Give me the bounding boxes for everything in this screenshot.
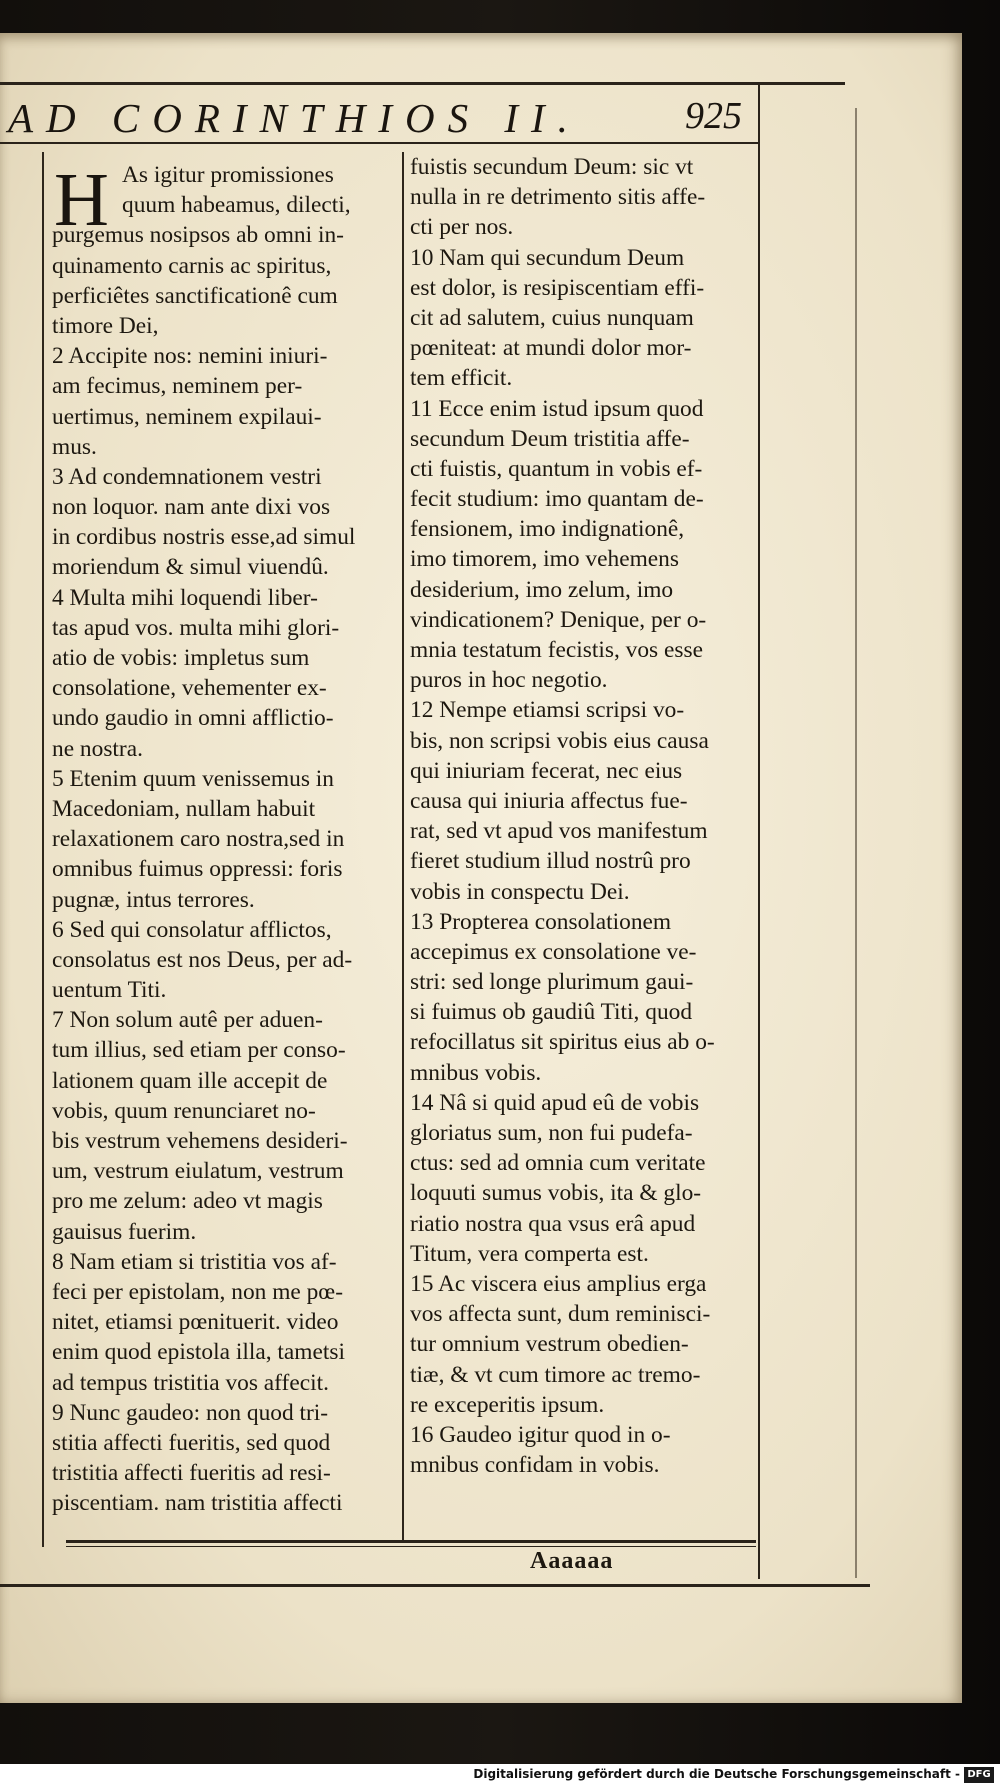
text-line: tiæ, & vt cum timore ac tremo- (410, 1361, 701, 1388)
column-divider (402, 152, 404, 1542)
text-line: rat, sed vt apud vos manifestum (410, 818, 708, 845)
catchword: Aaaaaa (530, 1548, 614, 1574)
drop-cap: H (54, 158, 109, 242)
text-line: re exceperitis ipsum. (410, 1391, 605, 1418)
text-line: consolatus est nos Deus, per ad- (52, 946, 353, 973)
text-line: enim quod epistola illa, tametsi (52, 1339, 345, 1366)
text-line: 3 Ad condemnationem vestri (52, 463, 322, 490)
text-line: puros in hoc negotio. (410, 667, 608, 694)
text-line: tem efficit. (410, 365, 513, 392)
text-line: consolatione, vehementer ex- (52, 675, 327, 702)
text-line: mus. (52, 433, 97, 460)
frame-rule-right (758, 82, 760, 1579)
text-line: cit ad salutem, cuius nunquam (410, 304, 694, 331)
header-rule-top (0, 82, 845, 85)
text-line: riatio nostra qua vsus erâ apud (410, 1210, 696, 1237)
text-line: undo gaudio in omni afflictio- (52, 705, 334, 732)
text-line: ctus: sed ad omnia cum veritate (410, 1150, 706, 1177)
text-line: non loquor. nam ante dixi vos (52, 494, 331, 521)
text-line: loquuti sumus vobis, ita & glo- (410, 1180, 702, 1207)
text-line: fieret studium illud nostrû pro (410, 848, 691, 875)
text-line: 7 Non solum autê per aduen- (52, 1007, 323, 1034)
text-line: mnibus vobis. (410, 1059, 542, 1086)
text-line: vobis, quum renunciaret no- (52, 1097, 316, 1124)
text-line: vobis in conspectu Dei. (410, 878, 630, 905)
text-line: am fecimus, neminem per- (52, 373, 303, 400)
frame-rule-outer (855, 108, 857, 1578)
bottom-rule (66, 1540, 756, 1543)
text-line: vos affecta sunt, dum reminisci- (410, 1301, 711, 1328)
footer-credit: Digitalisierung gefördert durch die Deutsche Forschungsgemeinschaft - (473, 1767, 960, 1781)
bottom-rule-thin (66, 1546, 756, 1547)
base-rule (0, 1584, 870, 1587)
text-line: 13 Propterea consolationem (410, 908, 672, 935)
text-line: atio de vobis: impletus sum (52, 645, 310, 671)
text-line: nitet, etiamsi pœnituerit. video (52, 1309, 339, 1336)
text-line: pro me zelum: adeo vt magis (52, 1188, 323, 1215)
text-line: 4 Multa mihi loquendi liber- (52, 584, 318, 611)
text-line: pugnæ, intus terrores. (52, 886, 255, 913)
text-line: 8 Nam etiam si tristitia vos af- (52, 1248, 337, 1275)
text-line: ne nostra. (52, 735, 143, 762)
text-line: relaxationem caro nostra,sed in (52, 826, 345, 853)
text-line: 6 Sed qui consolatur afflictos, (52, 916, 332, 943)
text-line: piscentiam. nam tristitia affecti (52, 1490, 343, 1517)
text-line: est dolor, is resipiscentiam effi- (410, 274, 705, 301)
text-line: si fuimus ob gaudiû Titi, quod (410, 999, 693, 1026)
page-number: 925 (685, 95, 742, 137)
text-line: tur omnium vestrum obedien- (410, 1331, 689, 1358)
text-line: bis vestrum vehemens desideri- (52, 1128, 348, 1154)
text-line: desiderium, imo zelum, imo (410, 576, 674, 603)
text-line: gloriatus sum, non fui pudefa- (410, 1120, 693, 1146)
text-line: cti per nos. (410, 214, 514, 241)
text-line: stitia affecti fueritis, sed quod (52, 1429, 331, 1456)
right-text-column (410, 152, 752, 1480)
text-line: cti fuistis, quantum in vobis ef- (410, 455, 703, 482)
text-line: 10 Nam qui secundum Deum (410, 244, 685, 271)
text-line: 9 Nunc gaudeo: non quod tri- (52, 1399, 329, 1426)
text-line: Titum, vera comperta est. (410, 1240, 649, 1267)
text-line: perficiêtes sanctificationê cum (52, 282, 338, 309)
text-line: pœniteat: at mundi dolor mor- (410, 335, 692, 362)
text-line: um, vestrum eiulatum, vestrum (52, 1158, 344, 1185)
text-line: vindicationem? Denique, per o- (410, 606, 707, 633)
text-line: 5 Etenim quum venissemus in (52, 765, 334, 792)
text-line: feci per epistolam, non me pœ- (52, 1278, 343, 1305)
text-line: bis, non scripsi vobis eius causa (410, 727, 709, 754)
text-line: omnibus fuimus oppressi: foris (52, 856, 343, 883)
text-line: qui iniuriam fecerat, nec eius (410, 757, 683, 784)
text-line: fensionem, imo indignationê, (410, 516, 685, 543)
text-line: secundum Deum tristitia affe- (410, 425, 690, 452)
text-line: accepimus ex consolatione ve- (410, 938, 697, 965)
text-line: 2 Accipite nos: nemini iniuri- (52, 343, 328, 370)
text-line: imo timorem, imo vehemens (410, 546, 679, 573)
text-line: ad tempus tristitia vos affecit. (52, 1369, 329, 1396)
text-line: fuistis secundum Deum: sic vt (410, 154, 694, 180)
text-line: moriendum & simul viuendû. (52, 554, 329, 581)
text-line: 15 Ac viscera eius amplius erga (410, 1270, 707, 1297)
text-line: nulla in re detrimento sitis affe- (410, 184, 706, 211)
text-line: mnia testatum fecistis, vos esse (410, 637, 703, 663)
left-text-column (52, 160, 397, 1518)
text-line: 14 Nâ si quid apud eû de vobis (410, 1089, 700, 1116)
text-line: purgemus nosipsos ab omni in- (52, 222, 344, 249)
text-line: causa qui iniuria affectus fue- (410, 787, 688, 814)
text-line: timore Dei, (52, 312, 159, 339)
text-line: 11 Ecce enim istud ipsum quod (410, 395, 704, 422)
text-line: quinamento carnis ac spiritus, (52, 252, 332, 279)
text-line: fecit studium: imo quantam de- (410, 486, 704, 513)
text-line: tristitia affecti fueritis ad resi- (52, 1460, 331, 1487)
text-line: quum habeamus, dilecti, (122, 192, 351, 219)
text-line: lationem quam ille accepit de (52, 1067, 328, 1094)
text-line: uentum Titi. (52, 977, 167, 1004)
text-line: 12 Nempe etiamsi scripsi vo- (410, 697, 685, 724)
text-line: in cordibus nostris esse,ad simul (52, 524, 356, 551)
text-line: stri: sed longe plurimum gaui- (410, 969, 694, 996)
text-line: uertimus, neminem expilaui- (52, 403, 322, 430)
text-line: 16 Gaudeo igitur quod in o- (410, 1421, 671, 1448)
text-line: mnibus confidam in vobis. (410, 1452, 660, 1479)
text-line: As igitur promissiones (122, 162, 334, 188)
text-line: tum illius, sed etiam per conso- (52, 1037, 346, 1064)
text-line: Macedoniam, nullam habuit (52, 795, 316, 822)
dfg-logo: DFG (964, 1767, 994, 1783)
text-line: tas apud vos. multa mihi glori- (52, 614, 340, 641)
running-title: AD CORINTHIOS II. (8, 95, 581, 141)
header-rule-bottom (0, 142, 760, 144)
text-line: refocillatus sit spiritus eius ab o- (410, 1029, 715, 1056)
text-line: gauisus fuerim. (52, 1218, 197, 1245)
column-rule-left (42, 152, 44, 1547)
